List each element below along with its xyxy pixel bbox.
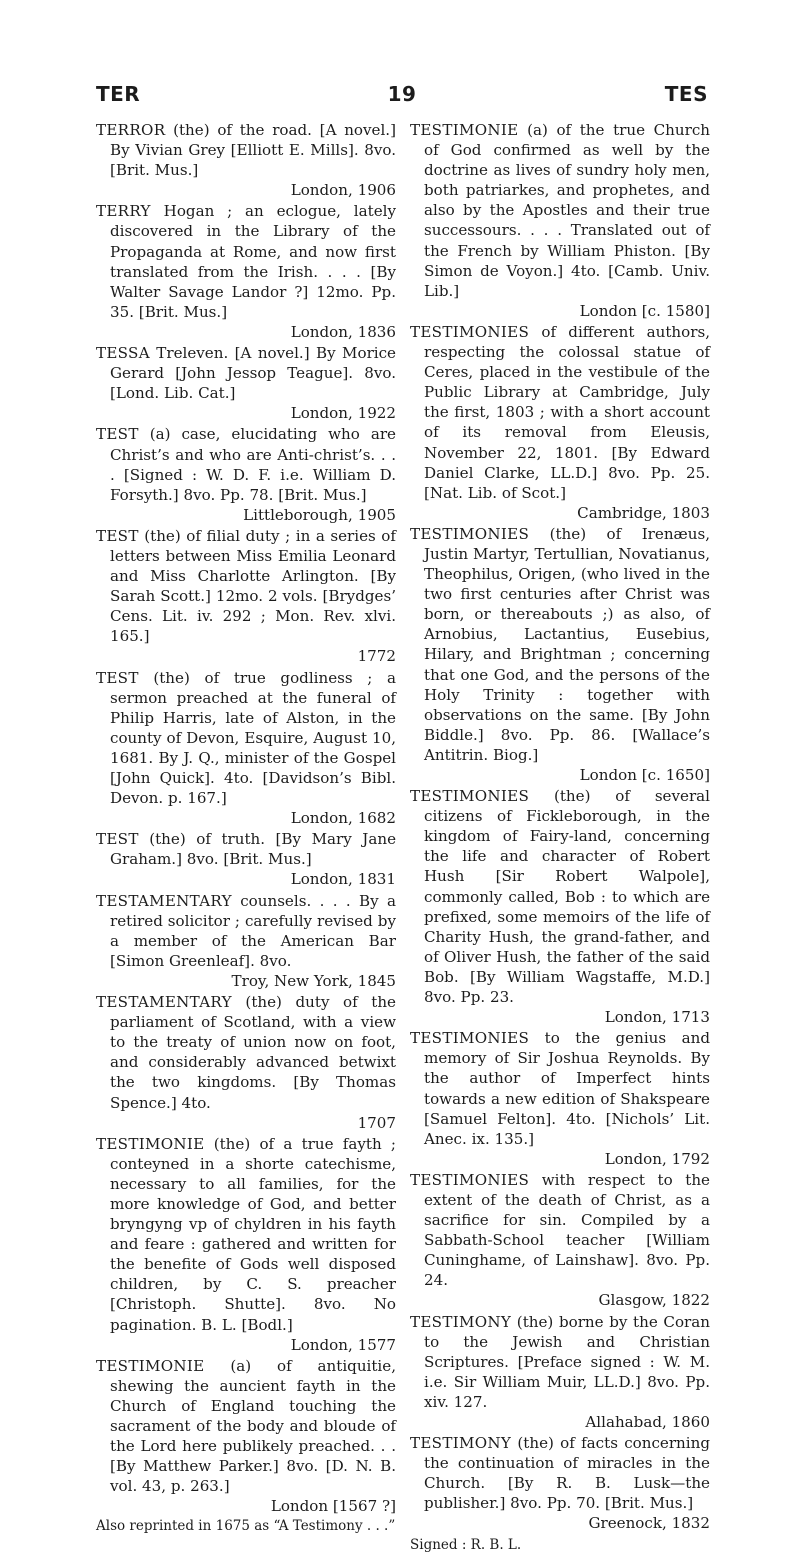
header-left-guideword: TER [96, 82, 141, 106]
entry-imprint: Allahabad, 1860 [585, 1413, 710, 1431]
bibliography-entry [96, 829, 396, 889]
entry-text: (the) duty of the parliament of Scotland, with a view to the treaty of union now on foot, and considerably advanced betwixt the two kingdoms. [By Thomas Spence.] 4to. [110, 993, 396, 1112]
entry-imprint: London, 1922 [290, 404, 396, 423]
bibliography-entry [96, 526, 396, 667]
entry-headword: TESTIMONIE [96, 1356, 205, 1375]
entry-imprint: London [c. 1650] [579, 766, 710, 784]
entry-headword: TESSA [96, 344, 150, 363]
header-right-guideword: TES [664, 82, 708, 106]
bibliography-entry [96, 992, 396, 1133]
entry-text: (a) case, elucidating who are Christ’s and who are Anti-christ’s. . . . [Signed : W. D. F. i.e. William D. Forsyth.] 8vo. Pp. 78. [Brit. Mus.] [110, 425, 396, 504]
entry-text: (the) of true godliness ; a sermon preached at the funeral of Philip Harris, late of Alston, in the county of Devon, Esquire, August 10, 1681. By J. Q., minister of the Gospel [John Quick]. 4to. [Davidson’s Bibl. Devon. p. 167.] [110, 668, 396, 808]
entry-text: (the) of the road. [A novel.] By Vivian Grey [Elliott E. Mills]. 8vo. [Brit. Mus.] [110, 121, 396, 180]
bibliography-entry [410, 786, 710, 1027]
entry-headword: TESTIMONIES [410, 1029, 530, 1048]
entry-imprint: Cambridge, 1803 [577, 503, 710, 522]
entry-text: (the) of facts concerning the continuation of miracles in the Church. [By R. B. Lusk—the publisher.] 8vo. Pp. 70. [Brit. Mus.] [424, 1434, 710, 1513]
bibliography-entry [96, 424, 396, 524]
entry-imprint: London, 1906 [290, 181, 396, 200]
entry-headword: TESTIMONIES [410, 322, 530, 341]
entry-text: (a) of antiquitie, shewing the auncient fayth in the Church of England touching the sacrament of the body and bloude of the Lord here publikely preached. . . [By Matthew Parker.] 8vo. [D. N. B. vol. 43, p. 263.] [110, 1356, 396, 1496]
entry-text: (the) of Irenæus, Justin Martyr, Tertullian, Novatianus, Theophilus, Origen, (who lived in the two first centuries after Christ was born, or thereabouts ;) as also, of Arnobius, Lactantius, Eusebius, Hilary, and Brightman ; concerning that one God, and the persons of the Holy Trinity : together with observations on the same. [By John Biddle.] 8vo. Pp. 86. [Wallace’s Antitrin. Biog.] [424, 524, 710, 764]
entry-imprint: 1772 [357, 647, 396, 666]
entry-imprint: London, 1713 [604, 1008, 710, 1027]
entry-imprint: London [1567 ?] [270, 1497, 396, 1516]
bibliography-entry [96, 1356, 396, 1537]
bibliography-entry [410, 1170, 710, 1311]
bibliography-entry [410, 524, 710, 785]
entry-headword: TESTAMENTARY [96, 891, 232, 910]
signed-note: Signed : R. B. L. [410, 1536, 522, 1553]
entry-text: (the) of filial duty ; in a series of letters between Miss Emilia Leonard and Miss Charlotte Arlington. [By Sarah Scott.] 12mo. 2 vols. [Brydges’ Cens. Lit. iv. 292 ; Mon. Rev. xlvi. 165.] [110, 526, 396, 646]
page-number: 19 [387, 82, 417, 106]
entry-text: (the) borne by the Coran to the Jewish and Christian Scriptures. [Preface signed : W. M. i.e. Sir William Muir, LL.D.] 8vo. Pp. xiv. 127. [424, 1312, 710, 1411]
entry-imprint: Troy, New York, 1845 [231, 971, 396, 990]
entry-imprint: 1707 [357, 1113, 396, 1132]
bibliography-entry [96, 891, 396, 991]
entry-headword: TEST [96, 830, 139, 849]
entry-headword: TESTIMONIES [410, 1170, 530, 1189]
bibliography-entry [96, 201, 396, 342]
entry-text: (a) of the true Church of God confirmed as well by the doctrine as lives of sundry holy men, both patriarkes, and prophetes, and also by the Apostles and their true successours. . . . Translated out of the French by William Phiston. [By Simon de Voyon.] 4to. [Camb. Univ. Lib.] [424, 121, 710, 300]
entry-headword: TESTIMONIES [410, 524, 530, 543]
entry-imprint: London, 1577 [290, 1335, 396, 1354]
bibliography-entry [410, 1433, 710, 1533]
bibliography-entry [410, 1312, 710, 1433]
bibliography-entry [96, 668, 396, 829]
right-column [410, 120, 710, 1555]
entry-headword: TERRY [96, 202, 151, 221]
entry-headword: TEST [96, 526, 139, 545]
entry-text: (the) of a true fayth ; conteyned in a shorte catechisme, necessary to all families, for the more knowledge of God, and better bryngyng vp of chyldren in his fayth and feare : gathered and written for the benefite of Gods well disposed children, by C. S. preacher [Christoph. Shutte]. 8vo. No pagination. B. L. [Bodl.] [110, 1134, 396, 1334]
entry-text: counsels. . . . By a retired solicitor ; carefully revised by a member of the American Bar [Simon Greenleaf]. 8vo. [110, 891, 396, 970]
entry-imprint: London [c. 1580] [579, 301, 710, 320]
entry-imprint: Littleborough, 1905 [243, 505, 396, 524]
entry-headword: TESTIMONY [410, 1312, 512, 1331]
entry-headword: TEST [96, 425, 139, 444]
entry-imprint: London, 1831 [290, 870, 396, 889]
running-header [96, 82, 708, 112]
entry-imprint: London, 1682 [290, 809, 396, 828]
entry-text: (the) of several citizens of Fickleborough, in the kingdom of Fairy-land, concerning the life and character of Robert Hush [Sir Robert Walpole], commonly called, Bob : to which are prefixed, some memoirs of the life of Charity Hush, the grand-father, and of Oliver Hush, the father of the said Bob. [By William Wagstaffe, M.D.] 8vo. Pp. 23. [424, 787, 710, 1007]
entry-headword: TESTIMONIE [410, 121, 519, 139]
entry-headword: TESTAMENTARY [96, 993, 232, 1012]
entry-text: Treleven. [A novel.] By Morice Gerard [John Jessop Teague]. 8vo. [Lond. Lib. Cat.] [110, 344, 396, 403]
bibliography-entry [96, 343, 396, 423]
entry-imprint: Greenock, 1832 [588, 1514, 710, 1533]
entry-text: (the) of truth. [By Mary Jane Graham.] 8vo. [Brit. Mus.] [110, 830, 396, 869]
bibliography-entry [410, 120, 710, 321]
entry-text: with respect to the extent of the death of Christ, as a sacrifice for sin. Compiled by a Sabbath-School teacher [William Cuninghame, of Lainshaw]. 8vo. Pp. 24. [424, 1170, 710, 1290]
entry-imprint: Glasgow, 1822 [598, 1291, 710, 1310]
bibliography-entry [96, 1134, 396, 1355]
bibliography-entry [96, 120, 396, 200]
entry-imprint: London, 1836 [290, 322, 396, 341]
entry-text: to the genius and memory of Sir Joshua Reynolds. By the author of Imperfect hints towards a new edition of Shakspeare [Samuel Felton]. 4to. [Nichols’ Lit. Anec. ix. 135.] [424, 1029, 710, 1148]
entry-headword: TEST [96, 668, 139, 687]
bibliography-entry [410, 322, 710, 523]
bibliography-entry [410, 1028, 710, 1169]
entry-text: of different authors, respecting the colossal statue of Ceres, placed in the vestibule of the Public Library at Cambridge, July the first, 1803 ; with a short account of its removal from Eleusis, November 22, 1801. [By Edward Daniel Clarke, LL.D.] 8vo. Pp. 25. [Nat. Lib. of Scot.] [424, 322, 710, 502]
entry-text: Hogan ; an eclogue, lately discovered in the Library of the Propaganda at Rome, and now first translated from the Irish. . . . [By Walter Savage Landor ?] 12mo. Pp. 35. [Brit. Mus.] [110, 202, 396, 321]
entry-headword: TESTIMONIE [96, 1134, 205, 1153]
entry-imprint: London, 1792 [604, 1149, 710, 1168]
left-column [96, 120, 396, 1538]
entry-headword: TERROR [96, 121, 166, 139]
entry-headword: TESTIMONIES [410, 787, 530, 806]
entry-note: Also reprinted in 1675 as “A Testimony . . .” [96, 1518, 396, 1535]
entry-headword: TESTIMONY [410, 1434, 512, 1453]
